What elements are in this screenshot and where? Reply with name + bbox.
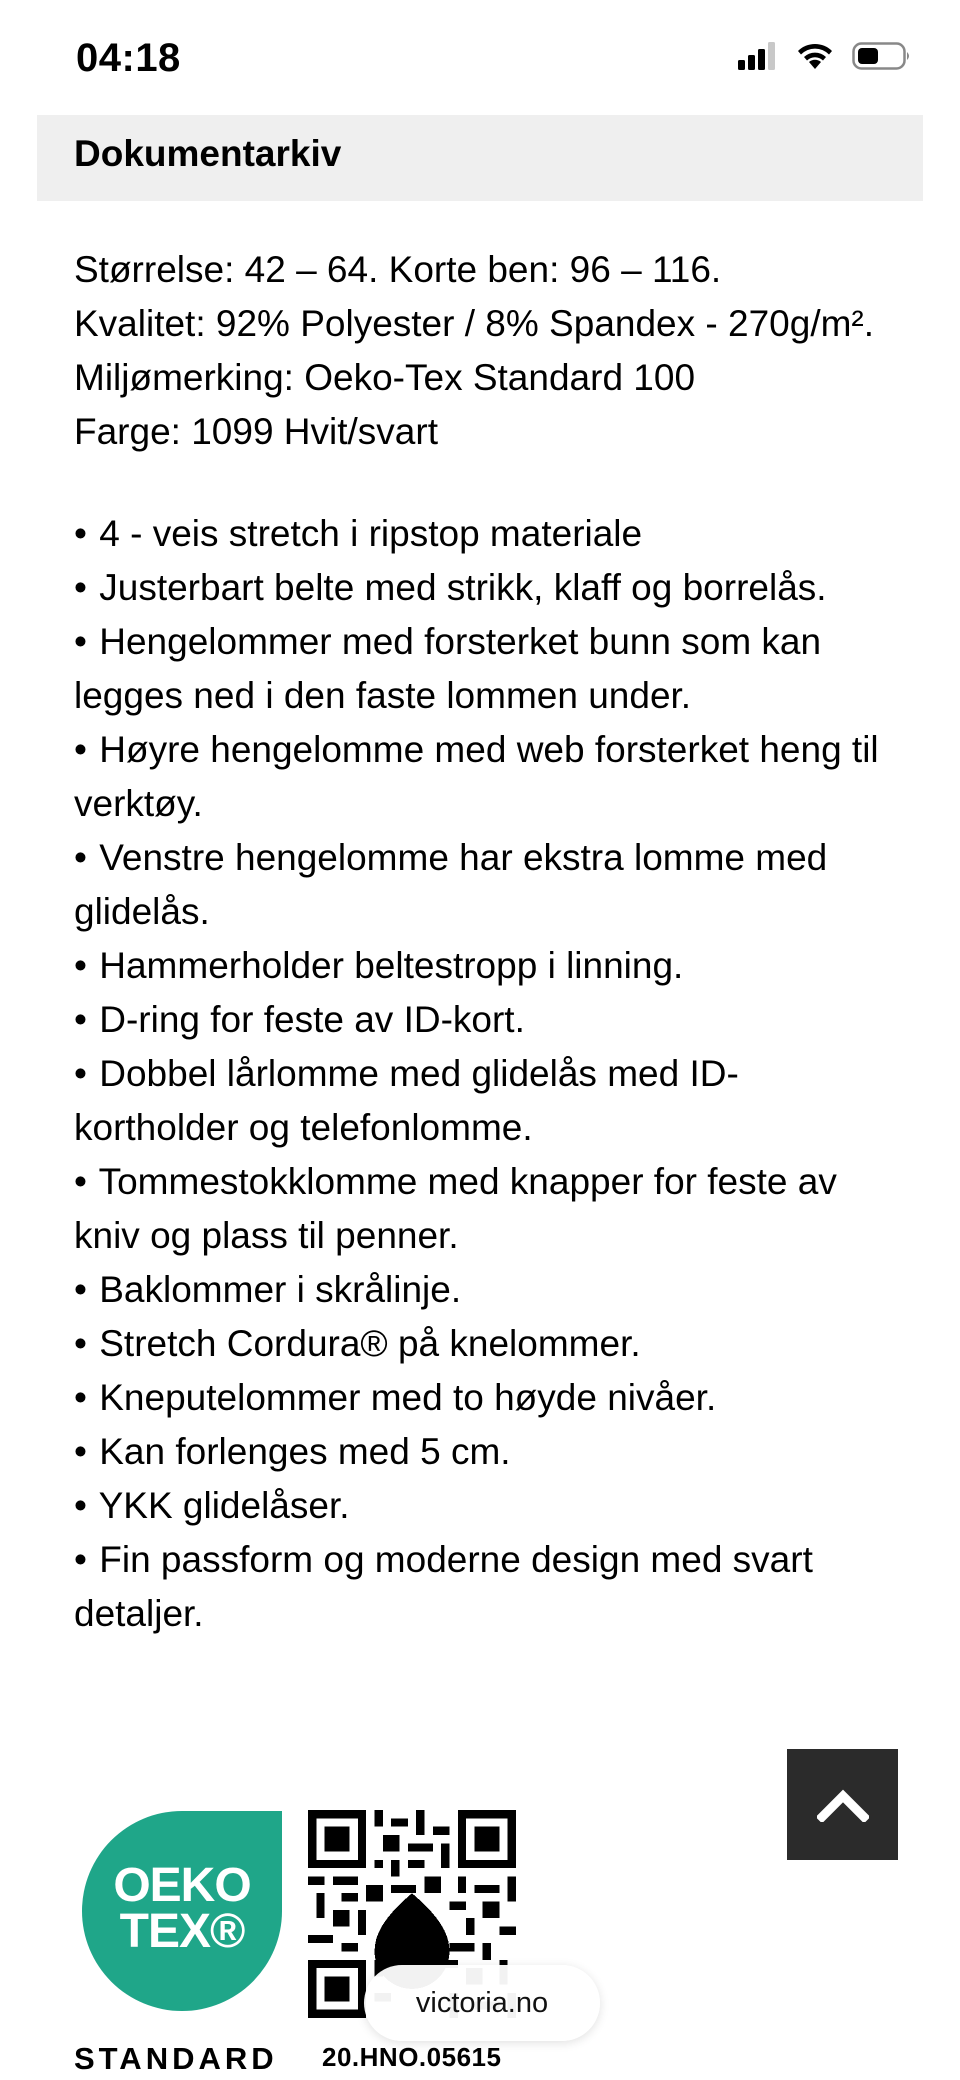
bullet: • — [74, 1485, 87, 1526]
feature-text: Justerbart belte med strikk, klaff og borrelås. — [99, 567, 827, 608]
feature-text: Høyre hengelomme med web forsterket heng til verktøy. — [74, 729, 879, 824]
oeko-tex-logo — [74, 1805, 294, 2080]
feature-text: Tommestokklomme med knapper for feste av kniv og plass til penner. — [74, 1161, 837, 1256]
archive-title: Dokumentarkiv — [74, 133, 342, 174]
feature-text: Baklommer i skrålinje. — [99, 1269, 462, 1310]
feature-text: YKK glidelåser. — [98, 1485, 350, 1526]
product-description — [74, 243, 894, 1641]
url-text: victoria.no — [415, 1986, 549, 2019]
status-time: 04:18 — [76, 36, 181, 80]
feature-text: Venstre hengelomme har ekstra lomme med glidelås. — [74, 837, 828, 932]
spec-eco-label: Miljømerking: Oeko-Tex Standard 100 — [74, 357, 696, 398]
feature-text: Kan forlenges med 5 cm. — [99, 1431, 511, 1472]
feature-item — [74, 1155, 894, 1263]
bullet: • — [74, 729, 87, 770]
chevron-up-icon — [817, 1788, 869, 1822]
oeko-tex-wordmark — [82, 1859, 282, 1958]
feature-text: Dobbel lårlomme med glidelås med ID-kortholder og telefonlomme. — [74, 1053, 739, 1148]
spec-quality: Kvalitet: 92% Polyester / 8% Spandex - 270g/m². — [74, 303, 875, 344]
feature-text: 4 - veis stretch i ripstop materiale — [99, 513, 643, 554]
spec-color: Farge: 1099 Hvit/svart — [74, 411, 438, 452]
product-specs — [74, 243, 894, 459]
status-icons — [738, 42, 912, 70]
bullet: • — [74, 621, 87, 662]
feature-text: Kneputelommer med to høyde nivåer. — [99, 1377, 717, 1418]
certificate-number: 20.HNO.05615 — [322, 2042, 502, 2072]
bullet: • — [74, 1431, 87, 1472]
feature-item — [74, 993, 894, 1047]
feature-item — [74, 939, 894, 993]
feature-item — [74, 1371, 894, 1425]
bullet: • — [74, 567, 87, 608]
feature-item — [74, 831, 894, 939]
status-bar — [0, 0, 960, 115]
wifi-icon — [796, 42, 834, 70]
bullet: • — [74, 1269, 87, 1310]
scroll-to-top-button[interactable] — [787, 1749, 898, 1860]
feature-item — [74, 1425, 894, 1479]
feature-item — [74, 507, 894, 561]
feature-text: Fin passform og moderne design med svart detaljer. — [74, 1539, 813, 1634]
bullet: • — [74, 1377, 87, 1418]
bullet: • — [74, 1539, 87, 1580]
cellular-signal-icon — [738, 42, 778, 70]
feature-item — [74, 1047, 894, 1155]
feature-text: D-ring for feste av ID-kort. — [99, 999, 525, 1040]
feature-text: Hammerholder beltestropp i linning. — [99, 945, 684, 986]
bullet: • — [74, 1161, 87, 1202]
feature-text: Hengelommer med forsterket bunn som kan legges ned i den faste lommen under. — [74, 621, 822, 716]
bullet: • — [74, 1053, 87, 1094]
feature-text: Stretch Cordura® på knelommer. — [99, 1323, 641, 1364]
bullet: • — [74, 999, 87, 1040]
feature-item — [74, 1263, 894, 1317]
feature-item — [74, 1533, 894, 1641]
oeko-tex-standard-label: STANDARD — [74, 2041, 278, 2076]
feature-list — [74, 507, 894, 1641]
battery-icon — [852, 42, 912, 70]
feature-item — [74, 723, 894, 831]
feature-item — [74, 615, 894, 723]
browser-url-bar[interactable] — [364, 1965, 600, 2041]
feature-item — [74, 561, 894, 615]
bullet: • — [74, 837, 87, 878]
feature-item — [74, 1479, 894, 1533]
archive-header[interactable] — [37, 115, 923, 201]
bullet: • — [74, 1323, 87, 1364]
bullet: • — [74, 513, 87, 554]
spec-size: Størrelse: 42 – 64. Korte ben: 96 – 116. — [74, 249, 722, 290]
tex-line: TEX® — [119, 1905, 245, 1958]
feature-item — [74, 1317, 894, 1371]
bullet: • — [74, 945, 87, 986]
oeko-line: OEKO — [113, 1859, 251, 1912]
